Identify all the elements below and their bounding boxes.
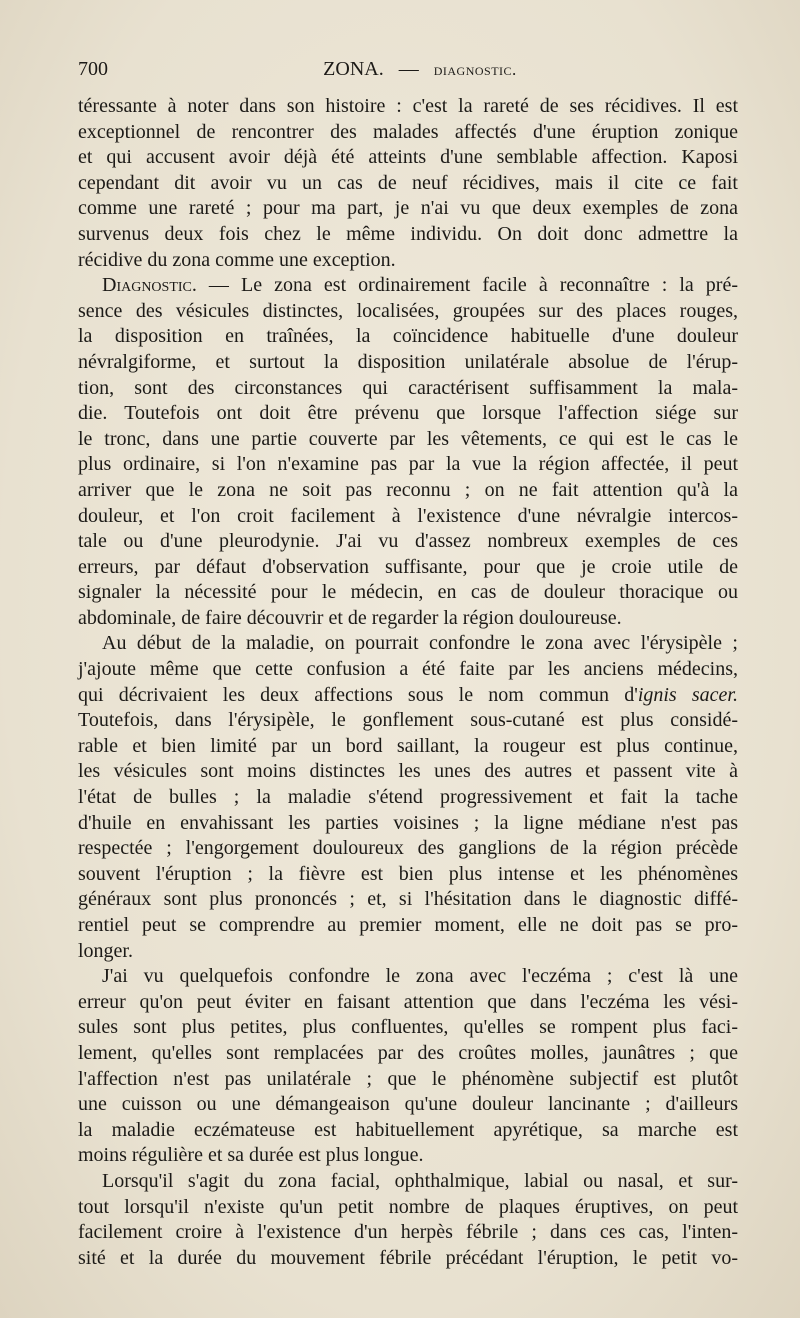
text-line: rentiel peut se comprendre au premier moment, elle ne doit pas se pro- <box>78 914 738 936</box>
running-head-section: diagnostic. <box>433 60 517 79</box>
text-line: Le zona est ordinairement facile à reconnaître : la pré- <box>240 274 739 297</box>
text-line: récidive du zona comme une exception. <box>78 248 396 271</box>
text-line: survenus deux fois chez le même individu. On doit donc admettre la <box>78 222 738 245</box>
text-line: j'ajoute même que cette confusion a été faite par les anciens médecins, <box>78 658 738 681</box>
text-line: facilement croire à l'existence d'un herpès fébrile ; dans ces cas, l'inten- <box>78 1221 738 1244</box>
text-line: tout lorsqu'il n'existe qu'un petit nombre de plaques éruptives, on peut <box>78 1195 738 1218</box>
text-line: douleur, et l'on croit facilement à l'existence d'une névralgie intercos- <box>78 504 738 527</box>
text-line: tion, sont des circonstances qui caractérisent suffisamment la mala- <box>78 376 738 399</box>
text-line: d'huile en envahissant les parties voisines ; la ligne médiane n'est pas <box>78 811 738 834</box>
text-line: J'ai vu quelquefois confondre le zona avec l'eczéma ; c'est là une <box>102 965 738 988</box>
text-line-with-italic <box>78 683 738 709</box>
text-line: sence des vésicules distinctes, localisées, groupées sur des places rouges, <box>78 299 738 322</box>
text-line: erreurs, par défaut d'observation suffisante, pour que je croie utile de <box>78 555 738 578</box>
text-line: exceptionnel de rencontrer des malades affectés d'une éruption zonique <box>78 120 738 143</box>
text-line: Au début de la maladie, on pourrait confondre le zona avec l'érysipèle ; <box>102 632 738 655</box>
text-line: névralgiforme, et surtout la disposition unilatérale absolue de l'érup- <box>78 350 738 373</box>
running-head-separator: — <box>398 58 419 80</box>
text-line: moins régulière et sa durée est plus longue. <box>78 1144 424 1167</box>
running-head <box>78 58 742 81</box>
page-number: 700 <box>78 58 108 80</box>
text-line: les vésicules sont moins distinctes les unes des autres et passent vite à <box>78 760 738 783</box>
text-line: comme une rareté ; pour ma part, je n'ai vu que deux exemples de zona <box>78 197 738 220</box>
section-paragraph-start <box>78 273 738 299</box>
running-head-title: ZONA. <box>323 58 384 80</box>
text-line: Toutefois, dans l'érysipèle, le gonflement sous-cutané est plus considé- <box>78 709 738 732</box>
text-line: qui décrivaient les deux affections sous le nom commun d' <box>78 683 638 706</box>
section-heading: Diagnostic. — <box>102 274 229 297</box>
text-line: lement, qu'elles sont remplacées par des croûtes molles, jaunâtres ; que <box>78 1041 738 1064</box>
text-line: sité et la durée du mouvement fébrile précédant l'éruption, le petit vo- <box>78 1246 738 1269</box>
text-line: cependant dit avoir vu un cas de neuf récidives, mais il cite ce fait <box>78 171 738 194</box>
text-line: arriver que le zona ne soit pas reconnu ; on ne fait attention qu'à la <box>78 478 738 501</box>
text-line: une cuisson ou une démangeaison qu'une douleur lancinante ; d'ailleurs <box>78 1093 738 1116</box>
text-line: l'état de bulles ; la maladie s'étend progressivement et fait la tache <box>78 786 738 809</box>
text-line: respectée ; l'engorgement douloureux des ganglions de la région précède <box>78 837 738 860</box>
text-line: sules sont plus petites, plus confluentes, qu'elles se rompent plus faci- <box>78 1016 738 1039</box>
text-line: die. Toutefois ont doit être prévenu que lorsque l'affection siége sur <box>78 402 738 425</box>
text-line: téressante à noter dans son histoire : c'est la rareté de ses récidives. Il est <box>78 95 738 117</box>
text-line: rable et bien limité par un bord saillant, la rougeur est plus continue, <box>78 734 738 757</box>
text-line: longer. <box>78 939 133 962</box>
text-line: souvent l'éruption ; la fièvre est bien plus intense et les phénomènes <box>78 862 738 885</box>
body-text <box>78 94 738 1271</box>
text-line: l'affection n'est pas unilatérale ; que le phénomène subjectif est plutôt <box>78 1067 738 1090</box>
text-line: et qui accusent avoir déjà été atteints d'une semblable affection. Kaposi <box>78 146 738 169</box>
text-line: la disposition en traînées, la coïncidence habituelle d'une douleur <box>78 325 738 348</box>
text-line: signaler la nécessité pour le médecin, en cas de douleur thoracique ou <box>78 581 738 604</box>
italic-term: ignis sacer. <box>637 683 738 706</box>
text-line: abdominale, de faire découvrir et de regarder la région douloureuse. <box>78 606 622 629</box>
text-line: généraux sont plus prononcés ; et, si l'hésitation dans le diagnostic diffé- <box>78 888 738 911</box>
text-line: Lorsqu'il s'agit du zona facial, ophthalmique, labial ou nasal, et sur- <box>102 1169 738 1192</box>
text-line: la maladie eczémateuse est habituellement apyrétique, sa marche est <box>78 1118 738 1141</box>
text-line: le tronc, dans une partie couverte par les vêtements, ce qui est le cas le <box>78 427 738 450</box>
text-line: erreur qu'on peut éviter en faisant attention que dans l'eczéma les vési- <box>78 990 738 1013</box>
text-line: plus ordinaire, si l'on n'examine pas par la vue la région affectée, il peut <box>78 453 738 476</box>
text-line: tale ou d'une pleurodynie. J'ai vu d'assez nombreux exemples de ces <box>78 530 738 553</box>
page-header <box>78 58 742 88</box>
